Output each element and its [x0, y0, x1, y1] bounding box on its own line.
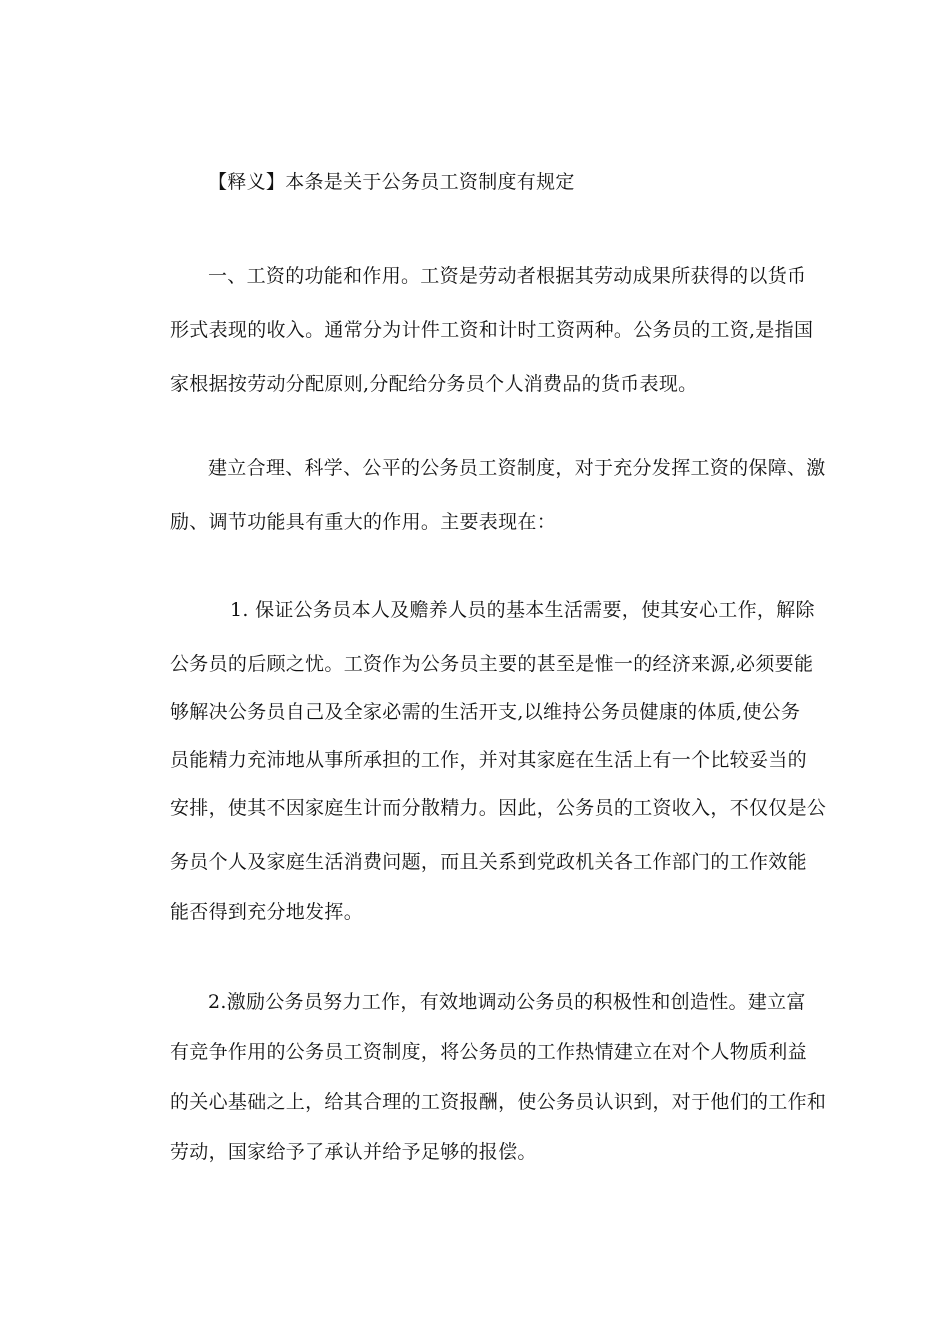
- paragraph-2-line-2: 励、调节功能具有重大的作用。主要表现在：: [170, 511, 557, 533]
- paragraph-2-line-1: 建立合理、科学、公平的公务员工资制度，对于充分发挥工资的保障、激: [208, 457, 826, 479]
- paragraph-4-line-3: 的关心基础之上，给其合理的工资报酬，使公务员认识到，对于他们的工作和: [170, 1091, 827, 1113]
- paragraph-4-line-2: 有竞争作用的公务员工资制度，将公务员的工作热情建立在对个人物质利益: [170, 1041, 807, 1063]
- paragraph-3-line-1: 1. 保证公务员本人及赡养人员的基本生活需要，使其安心工作，解除: [230, 599, 815, 621]
- paragraph-1-line-1: 一、工资的功能和作用。工资是劳动者根据其劳动成果所获得的以货币: [208, 265, 807, 287]
- paragraph-4-line-4: 劳动，国家给予了承认并给予足够的报偿。: [170, 1141, 537, 1163]
- paragraph-3-line-7: 能否得到充分地发挥。: [170, 901, 364, 923]
- paragraph-3-line-4: 员能精力充沛地从事所承担的工作，并对其家庭在生活上有一个比较妥当的: [170, 749, 807, 771]
- paragraph-3-line-2: 公务员的后顾之忧。工资作为公务员主要的甚至是惟一的经济来源,必须要能: [170, 653, 814, 675]
- paragraph-3-line-6: 务员个人及家庭生活消费问题，而且关系到党政机关各工作部门的工作效能: [170, 851, 807, 873]
- paragraph-1-line-3: 家根据按劳动分配原则,分配给分务员个人消费品的货币表现。: [170, 373, 698, 395]
- article-heading: 【释义】本条是关于公务员工资制度有规定: [208, 171, 575, 193]
- paragraph-1-line-2: 形式表现的收入。通常分为计件工资和计时工资两种。公务员的工资,是指国: [170, 319, 814, 341]
- paragraph-3-line-3: 够解决公务员自己及全家必需的生活开支,以维持公务员健康的体质,使公务: [170, 701, 801, 723]
- paragraph-3-line-5: 安排，使其不因家庭生计而分散精力。因此，公务员的工资收入，不仅仅是公: [170, 797, 827, 819]
- paragraph-4-line-1: 2.激励公务员努力工作，有效地调动公务员的积极性和创造性。建立富: [208, 991, 806, 1013]
